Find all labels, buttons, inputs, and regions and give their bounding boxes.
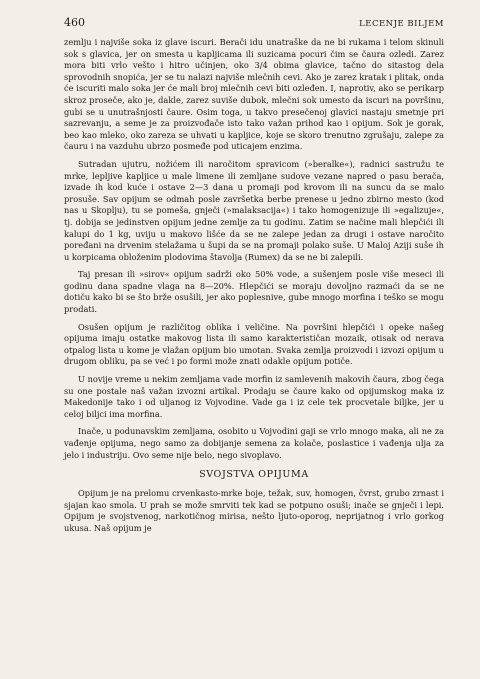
running-title: LECENJE BILJEM — [359, 19, 444, 29]
paragraph-3: Taj presan ili »sirov« opijum sadrži oko 50% vode, a sušenjem posle više meseci ili godinu dana spadne vlaga na 8—20%. Hlepčići se moraju dovoljno razmaći da se ne dotiču kako bi se što brže osušili, jer ako poplesnive, gube mnogo morfina i teško se mogu prodati. — [64, 269, 444, 315]
paragraph-5: U novije vreme u nekim zemljama vade morfin iz samlevenih makovih čaura, zbog čega su one postale naš važan izvozni artikal. Prodaju se čaure kako od opijumskog maka iz Makedonije tako i od uljanog iz Vojvodine. Vade ga i iz cele tek procvetale biljke, jer u celoj biljci ima morfina. — [64, 374, 444, 419]
section-title: SVOJSTVA OPIJUMA — [199, 469, 309, 481]
page-number: 460 — [64, 16, 85, 29]
paragraph-6: Inače, u podunavskim zemljama, osobito u Vojvodini gaji se vrlo mnogo maka, ali ne za vađenje opijuma, nego samo za dobijanje semena za kolače, poslastice i vađenja ulja za jelo i industriju. Ovo seme nije belo, nego sivoplavo. — [64, 426, 444, 460]
paragraph-4: Osušen opijum je različitog oblika i veličine. Na površini hlepčići i opeke našeg opijuma imaju ostatke makovog lista ili samo karakterističan mozaik, otisak od nerava otpalog lista u kome je vlažan opijum bio umotan. Svaka zemlja proizvodi i izvozi opijum u drugom obliku, pa se već i po formi može znati odakle opijum potiče. — [64, 321, 444, 367]
paragraph-1: zemlju i najviše soka iz glave iscuri. Berači idu unatraške da ne bi rukama i telom skinuli sok s glavica, jer on smesta u kapljicama ili suzicama pocuri čim se čaura ozledi. Zarez mora biti vrlo vešto i hitro učinjen, oko 3/4 obima glavice, tačno do sitastog dela sprovodnih snopića, jer se tu nalazi najviše mlečnih cevi. Ako je zarez kratak i plitak, onda će iscuriti malo soka jer će mali broj mlečnih cevi biti ozleđen. I, naprotiv, ako se perikarp skroz proseče, ako je, dakle, zarez suviše dubok, mlečni sok umesto da iscuri na površinu, gubi se u unutrašnjosti čaure. Osim toga, u takvo presečenoj glavici nastaju smetnje pri sazrevanju, a seme je za proizvođače isto tako važan prihod kao i opijum. Sok je gorak, beo kao mleko, oko zareza se uhvati u kapljice, koje se skoro trenutno zgrušaju, zalepe za čauru i na vazduhu ubrzo posmeđe pod uticajem enzima. — [64, 37, 444, 152]
page-header — [64, 16, 444, 29]
section-paragraph: Opijum je na prelomu crvenkasto-mrke boje, težak, suv, homogen, čvrst, grubo zrnast i sjajan kao smola. U prah se može smrviti tek kad se potpuno osuši; inače se gnječi i lepi. Opijum je svojstvenog, narkotičnog mirisa, nešto ljuto-oporog, neprijatnog i vrlo gorkog ukusa. Naš opijum je — [64, 488, 444, 533]
paragraph-2: Sutradan ujutru, nožićem ili naročitom spravicom (»beralke«), radnici sastružu te mrke, lepljive kapljice u male limene ili zemljane sudove vezane napred o pasu berača, izvade ih kod kuće i ostave 2—3 dana u promaji pod krovom ili na suncu da se malo prosuše. Sav opijum se odmah posle završetka berbe prenese u jedno zbirno mesto (kod nas u Skoplju), tu se pomeša, gnječi (»malaksacija«) i tako homogenizuje ili »egalizuje«, tj. dobija se jedinstven opijum jedne zemlje za tu godinu. Zatim se načine mali hlepčići ili kalupi do 1 kg, uviju u makovo lišće da se ne zalepe jedan za drugi i ostave naročito poređani na drvenim stelažama u šupi da se na promaji polako suše. U Maloj Aziji suše ih u korpicama obloženim plodovima štavolja (Rumex) da se ne bi zalepili. — [64, 158, 444, 262]
